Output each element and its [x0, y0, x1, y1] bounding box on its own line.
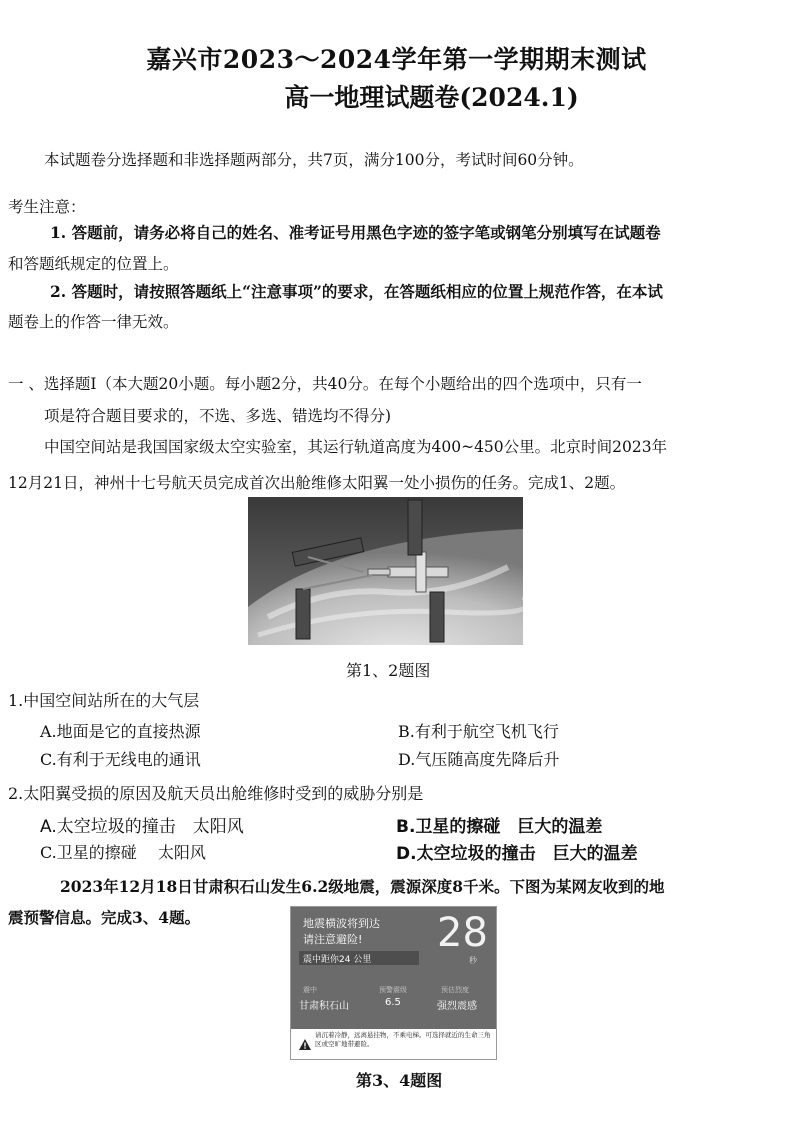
col3-label: 预估烈度	[441, 986, 469, 994]
figure2-caption: 第3、4题图	[356, 1071, 443, 1090]
q1-option-b: B.有利于航空飞机飞行	[398, 722, 559, 741]
q2-option-a: A.太空垃圾的撞击 太阳风	[40, 817, 244, 837]
figure1-caption: 第1、2题图	[346, 661, 431, 680]
notice-item2-line2: 题卷上的作答一律无效。	[8, 313, 179, 331]
q2-option-c: C.卫星的擦碰 太阳风	[40, 843, 206, 862]
exam-subtitle: 高一地理试题卷(2024.1)	[284, 83, 579, 112]
q1-option-a: A.地面是它的直接热源	[40, 722, 201, 741]
intensity-value: 强烈震感	[437, 1001, 477, 1012]
q2-stem: 2.太阳翼受损的原因及航天员出舱维修时受到的威胁分别是	[8, 784, 424, 803]
countdown-number: 28	[437, 910, 488, 956]
epicenter-location: 甘肃积石山	[299, 1001, 349, 1012]
notice-item1-line2: 和答题纸规定的位置上。	[8, 255, 179, 273]
exam-title: 嘉兴市2023～2024学年第一学期期末测试	[146, 45, 647, 74]
passage1-line1: 中国空间站是我国国家级太空实验室，其运行轨道高度为400~450公里。北京时间2023年	[44, 438, 668, 456]
passage1-line2: 12月21日，神州十七号航天员完成首次出舱维修太阳翼一处小损伤的任务。完成1、2题。	[8, 474, 626, 492]
space-station-photo	[248, 497, 523, 645]
notice-item2-line1: 2. 答题时，请按照答题纸上“注意事项”的要求，在答题纸相应的位置上规范作答，在本试	[50, 282, 663, 301]
space-station-illustration	[248, 497, 523, 645]
passage2-line1: 2023年12月18日甘肃积石山发生6.2级地震，震源深度8千米。下图为某网友收到的地	[60, 877, 665, 896]
safety-warning-text: 请沉着冷静，远离悬挂物，不乘电梯。可选择就近的生命三角区或空旷地带避险。	[315, 1031, 491, 1048]
q2-option-d: D.太空垃圾的撞击 巨大的温差	[396, 844, 638, 864]
q1-option-c: C.有利于无线电的通讯	[40, 750, 201, 769]
q1-stem: 1.中国空间站所在的大气层	[8, 691, 200, 710]
countdown-unit: 秒	[469, 956, 477, 965]
warning-triangle-icon	[299, 1035, 311, 1054]
col1-label: 震中	[303, 986, 317, 994]
magnitude-value: 6.5	[385, 997, 401, 1008]
alert-line1: 地震横波将到达	[303, 917, 380, 930]
earthquake-alert-screenshot	[290, 906, 497, 1060]
section1-heading-line1: 一 、选择题Ⅰ（本大题20小题。每小题2分，共40分。在每个小题给出的四个选项中，只有一	[8, 375, 642, 393]
alert-line2: 请注意避险!	[303, 933, 363, 946]
passage2-line2: 震预警信息。完成3、4题。	[8, 908, 201, 927]
q1-option-d: D.气压随高度先降后升	[398, 750, 560, 769]
q2-option-b: B.卫星的擦碰 巨大的温差	[396, 817, 603, 837]
notice-item1-line1: 1. 答题前，请务必将自己的姓名、准考证号用黑色字迹的签字笔或钢笔分别填写在试题卷	[50, 223, 661, 242]
section1-heading-line2: 项是符合题目要求的，不选、多选、错选均不得分)	[44, 407, 392, 425]
notice-heading: 考生注意：	[8, 198, 86, 216]
intro-text: 本试题卷分选择题和非选择题两部分，共7页，满分100分，考试时间60分钟。	[44, 151, 584, 169]
col2-label: 预警震级	[379, 986, 407, 994]
distance-text: 震中距你24 公里	[303, 955, 372, 965]
